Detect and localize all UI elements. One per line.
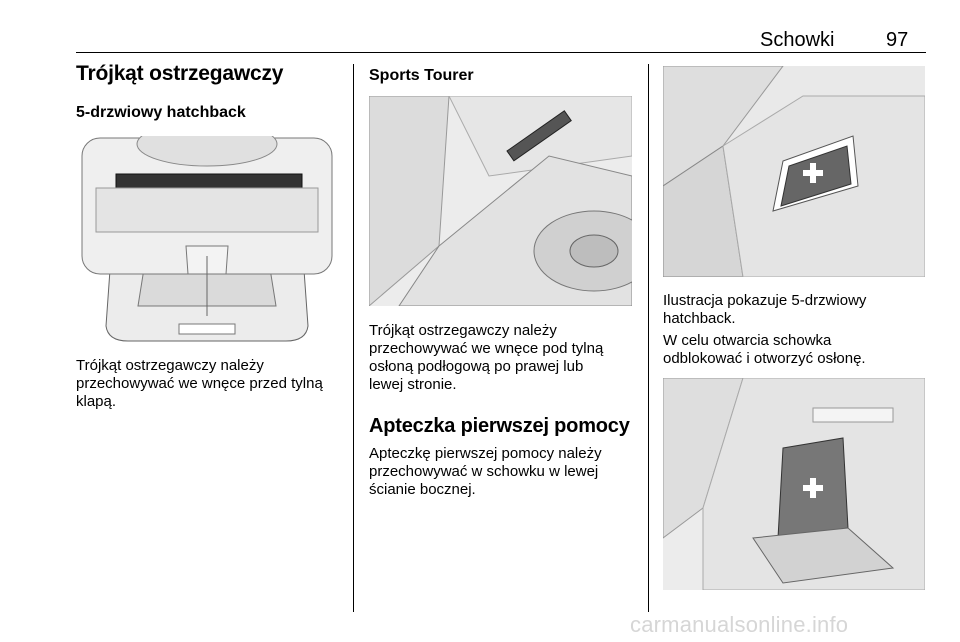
column-divider-1: [353, 64, 354, 612]
sports-tourer-paragraph: Trójkąt ostrzegawczy należy przechowywać we wnęce pod tylną osłoną podłogową po prawej lub lewej stronie.: [369, 322, 604, 393]
running-header-title: Schowki: [760, 29, 835, 51]
subheading-sports-tourer: Sports Tourer: [369, 67, 474, 84]
open-storage-paragraph: W celu otwarcia schowka odblokować i otworzyć osłonę.: [663, 332, 866, 367]
column-divider-2: [648, 64, 649, 612]
subheading-hatchback: 5-drzwiowy hatchback: [76, 104, 246, 121]
hatchback-paragraph: Trójkąt ostrzegawczy należy przechowywać we wnęce przed tylną klapą.: [76, 357, 323, 410]
figure-sports-tourer-trunk: [369, 96, 632, 306]
watermark-text: carmanualsonline.info: [630, 612, 849, 637]
header-rule: [76, 52, 926, 53]
figure-storage-open: [663, 378, 925, 590]
figure-hatchback-trunk: [76, 136, 338, 346]
first-aid-paragraph: Apteczkę pierwszej pomocy należy przechowywać w schowku w lewej ścianie bocznej.: [369, 445, 602, 498]
figure-caption: Ilustracja pokazuje 5-drzwiowy hatchback.: [663, 292, 867, 327]
section-heading-first-aid-kit: Apteczka pierwszej pomocy: [369, 415, 630, 437]
section-heading-warning-triangle: Trójkąt ostrzegawczy: [76, 62, 284, 85]
page-number: 97: [886, 29, 909, 51]
figure-first-aid-storage: [663, 66, 925, 277]
